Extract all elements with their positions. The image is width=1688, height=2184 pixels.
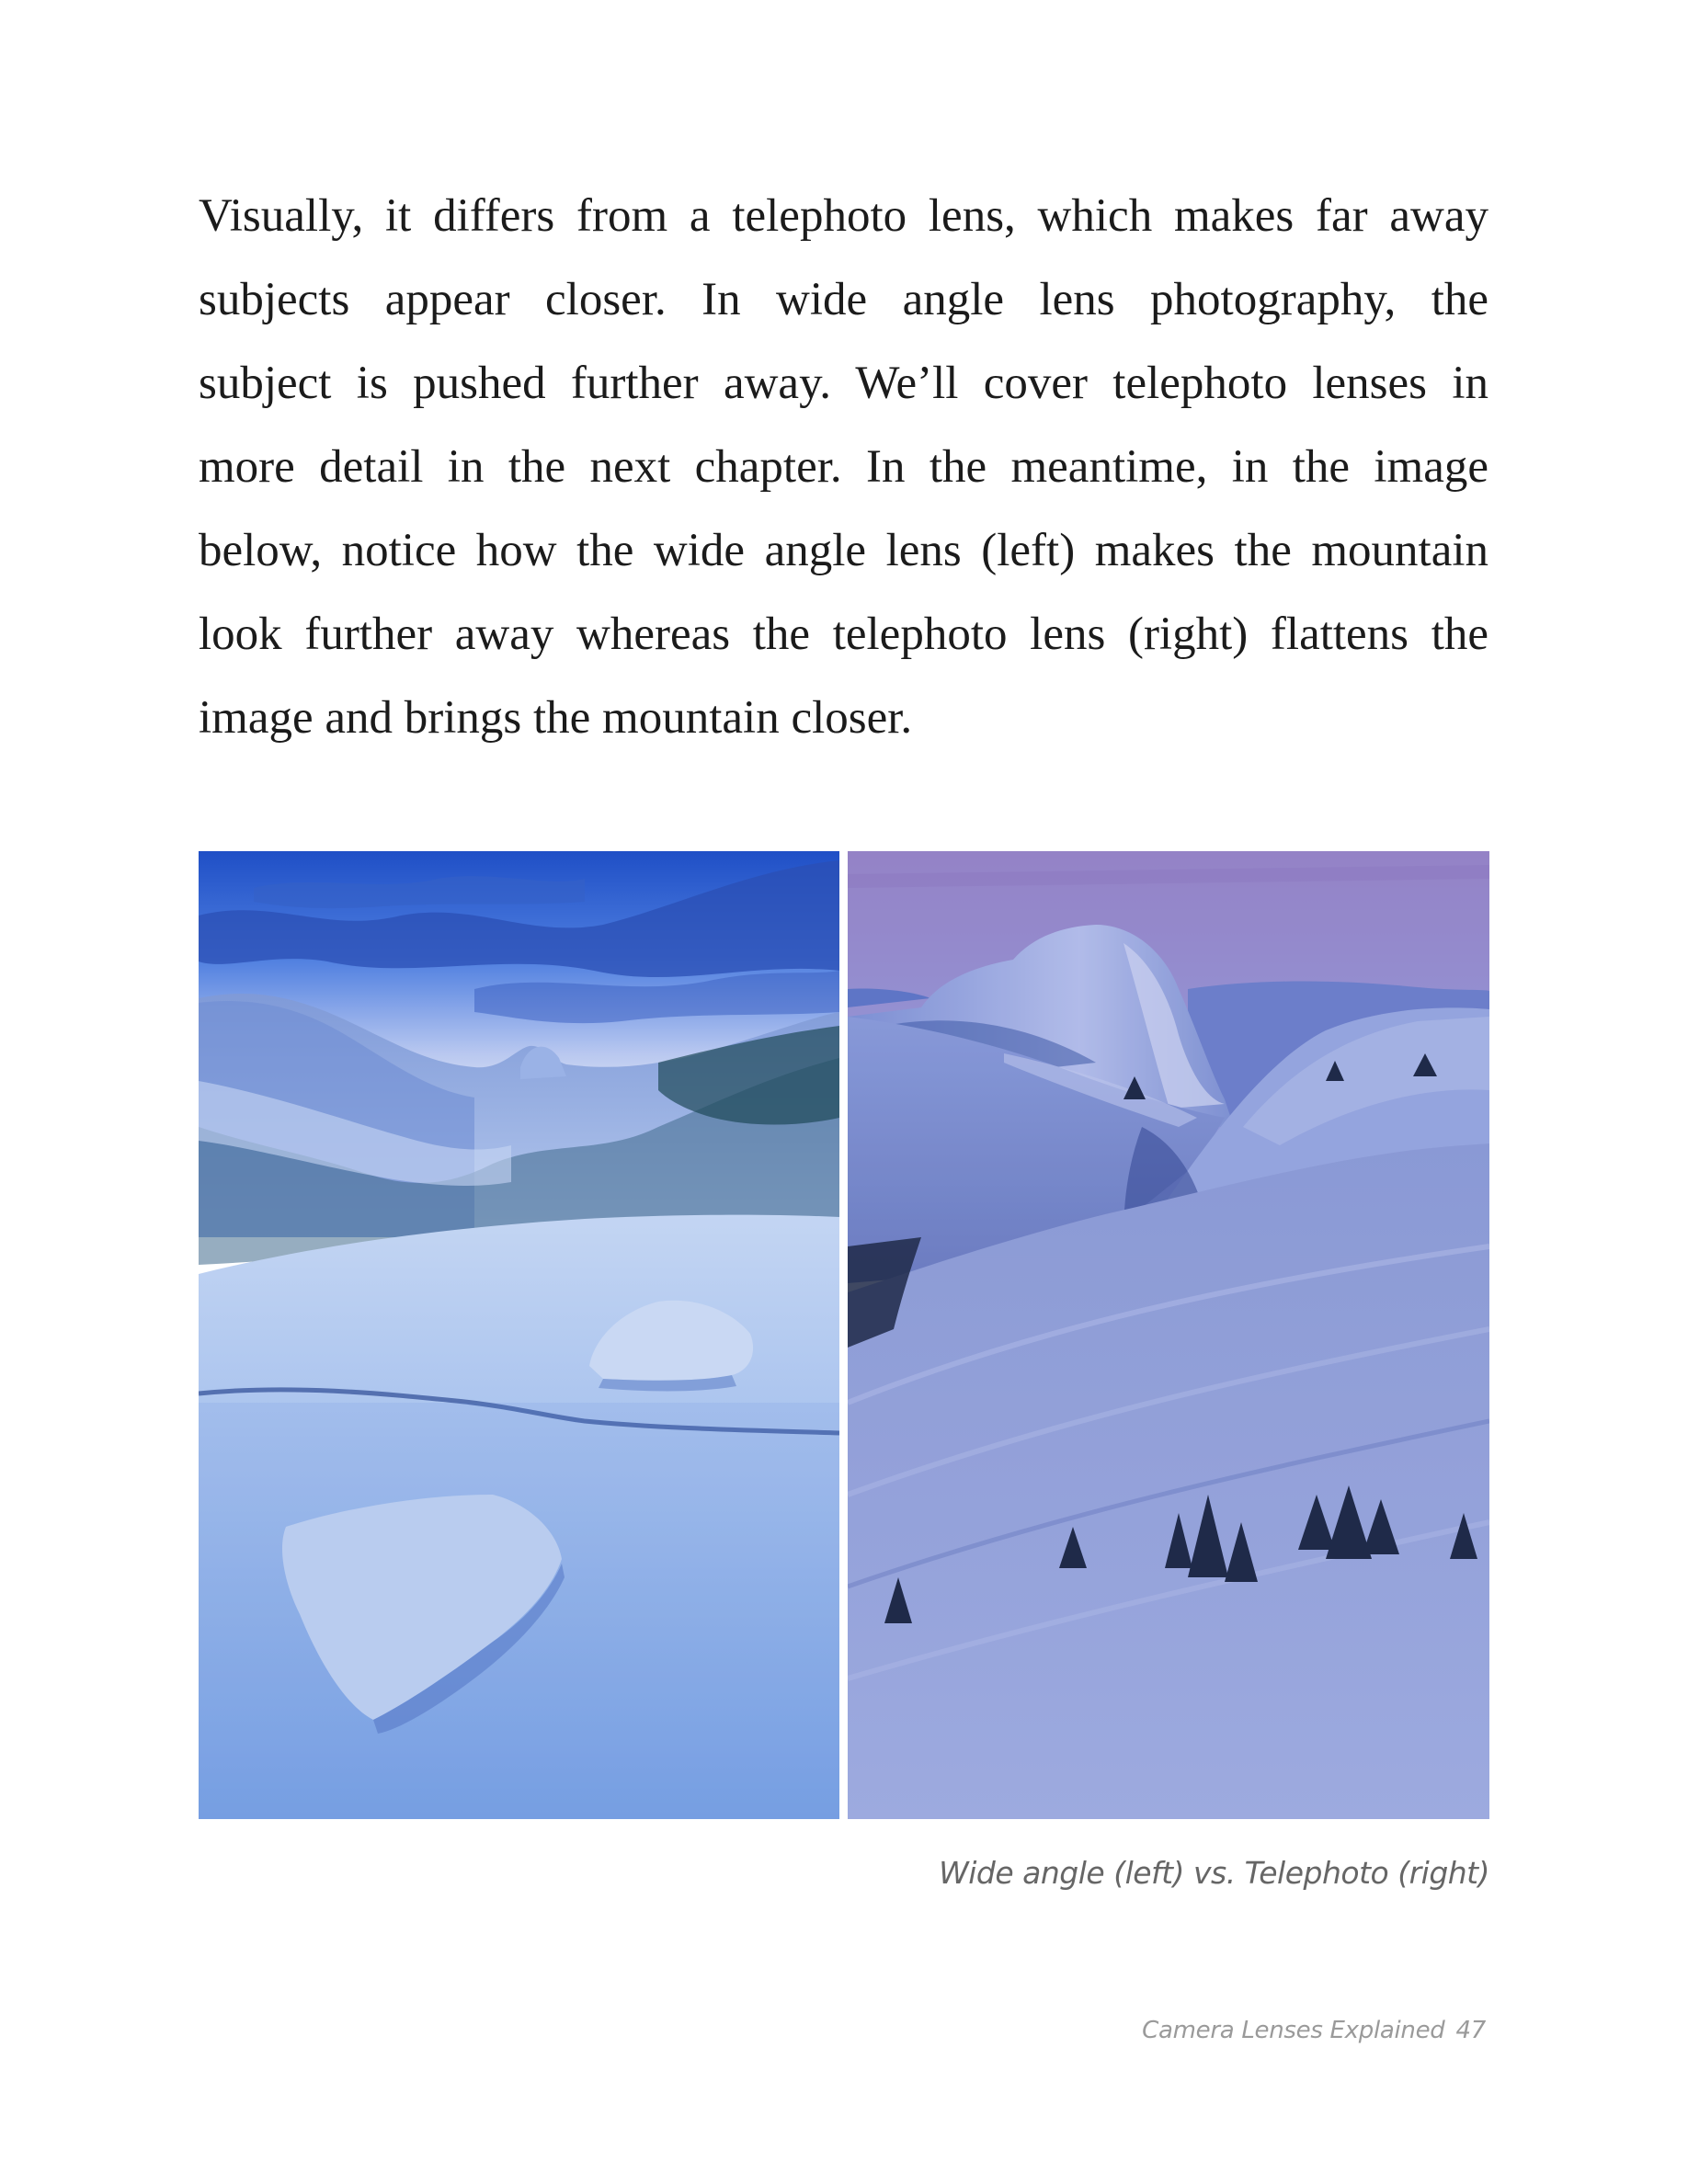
comparison-figure [199,851,1489,1819]
page-number: 47 [1455,2017,1486,2044]
page-footer [1011,2017,1486,2044]
paragraph-line: look further away whereas the telephoto lens (right) flattens the [199,609,1488,660]
wide-angle-photo [199,851,839,1819]
paragraph-line: Visually, it differs from a telephoto lens, which makes far away [199,190,1488,242]
telephoto-photo [848,851,1489,1819]
paragraph-line: subjects appear closer. In wide angle lens photography, the [199,274,1488,325]
paragraph-line: image and brings the mountain closer. [199,692,913,744]
book-title: Camera Lenses Explained [1142,2017,1445,2044]
paragraph-line: subject is pushed further away. We’ll cover telephoto lenses in [199,358,1488,409]
paragraph-line: below, notice how the wide angle lens (left) makes the mountain [199,525,1488,576]
figure-caption: Wide angle (left) vs. Telephoto (right) [939,1855,1489,1891]
paragraph-line: more detail in the next chapter. In the meantime, in the image [199,441,1488,493]
